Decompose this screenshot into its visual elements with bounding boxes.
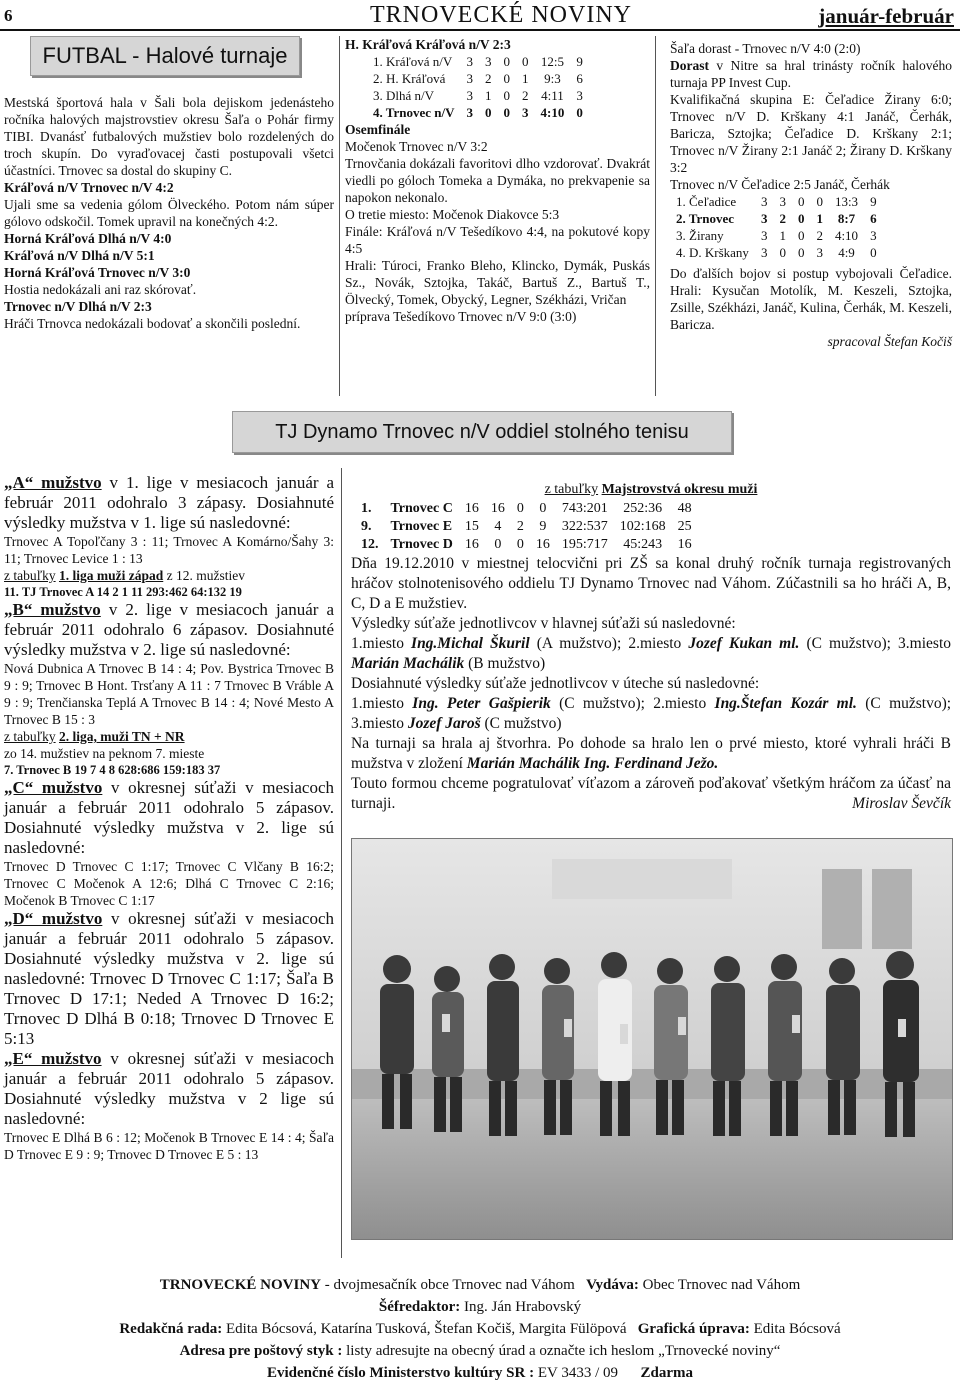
osemfinale-heading: Osemfinále: [345, 122, 411, 137]
team-d-label: „D“ mužstvo: [4, 909, 103, 928]
header-rule: [0, 29, 960, 31]
match-2: Horná Kráľová Dlhá n/V 4:0: [4, 231, 172, 246]
consolation-heading: Dosiahnuté výsledky súťaže jednotlivcov v úteche sú nasledovné:: [351, 675, 760, 692]
consolation-results: 1.miesto Ing. Peter Gašpierik (C mužstvo); 2.miesto Ing.Štefan Kozár ml. (C mužstvo); 3.miesto Jozef Jaroš (C mužstvo): [351, 695, 952, 732]
team-b-table-row: 7. Trnovec B 19 7 4 8 628:686 159:183 37: [4, 763, 221, 777]
column-divider: [339, 36, 340, 396]
dorast-intro: Dorast v Nitre sa hral trinásty ročník halového turnaja PP Invest Cup.: [670, 58, 952, 90]
team-photo: [351, 838, 953, 1240]
match-4-text: Hostia nedokázali ani raz skórovať.: [4, 282, 197, 297]
table-row: 1. Trnovec C 16 16 0 0 743:201 252:36 48: [361, 501, 692, 516]
team-a-results: Trnovec A Topoľčany 3 : 11; Trnovec A Komárno/Šahy 3: 11; Trnovec Levice 1 : 13: [4, 534, 334, 566]
preparation-match: príprava Tešedíkovo Trnovec n/V 9:0 (3:0): [345, 309, 577, 324]
sala-dorast: Šaľa dorast - Trnovec n/V 4:0 (2:0): [670, 41, 861, 56]
table-row: 3. Dlhá n/V 3 1 0 2 4:11 3: [373, 88, 583, 103]
team-a-table-caption: z tabuľky 1. liga muži západ z 12. mužstiev: [4, 568, 245, 583]
table-row: 9. Trnovec E 15 4 2 9 322:537 102:168 25: [361, 519, 692, 534]
futbal-intro: Mestská športová hala v Šali bola dejiskom jedenásteho ročníka halových majstrovstiev okresu Šaľa o Pohár firmy TIBI. Dvanásť futbalových mužstiev bolo rozdelených do troch skupín. Do vyraďovacej časti postupovali všetci účastníci. Trnovec sa dostal do skupiny C.: [4, 95, 334, 178]
team-b-table-caption: z tabuľky 2. liga, muži TN + NR: [4, 729, 185, 744]
table-row: 4. Trnovec n/V 3 0 0 3 4:10 0: [373, 105, 583, 120]
dorast-article: [670, 40, 952, 350]
team-b-table-note: zo 14. mužstiev na peknom 7. mieste: [4, 746, 205, 761]
final: Finále: Kráľová n/V Tešedíkovo 4:4, na pokutové kopy 4:5: [345, 224, 650, 256]
column-divider: [341, 468, 342, 1258]
futbal-continued: [345, 36, 650, 325]
team-b-intro: „B“ mužstvo v 2. lige v mesiacoch január a február 2011 odohralo 6 zápasov. Dosiahnuté výsledky mužstva v 2. lige sú nasledovné:: [4, 600, 335, 659]
article-author: spracoval Štefan Kočiš: [827, 334, 952, 349]
footer-line-3: Redakčná rada: Edita Bócsová, Katarína Tusková, Štefan Kočiš, Margita Fülöpová Grafická úprava: Edita Bócsová: [119, 1321, 841, 1337]
match-1: Kráľová n/V Trnovec n/V 4:2: [4, 180, 174, 195]
table-row: 2. Trnovec 3 2 0 1 8:7 6: [676, 211, 877, 226]
table-row: 2. H. Kráľová 3 2 0 1 9:3 6: [373, 71, 583, 86]
advancement-text: Do ďalších bojov si postup vybojovali Čeľadice. Hrali: Kysučan Motolík, M. Keszeli, Sztojka, Zsille, Székházi, Janáč, Kulina, Čerhák, M. Keszeli, Baricza.: [670, 266, 952, 332]
page-footer: [0, 1274, 960, 1384]
team-photo-image: [352, 839, 952, 1239]
table-row: 1. Kráľová n/V 3 3 0 0 12:5 9: [373, 54, 583, 69]
celadice-match: Trnovec n/V Čeľadice 2:5 Janáč, Čerhák: [670, 177, 890, 192]
table-tennis-title-bar: TJ Dynamo Trnovec n/V oddiel stolného tenisu: [232, 411, 732, 453]
team-b-results: Nová Dubnica A Trnovec B 14 : 4; Pov. Bystrica Trnovec B 9 : 9; Trnovec B Hont. Trsťany A 11 : 7 Trnovec B Vráble A 9 : 9; Trenčianska Teplá A Trnovec B 14 : 4; Nové Mesto A Trnovec B 15 : 3: [4, 661, 334, 727]
team-a-label: „A“ mužstvo: [4, 473, 102, 492]
team-e-results: Trnovec E Dlhá B 6 : 12; Močenok B Trnovec E 14 : 4; Šaľa D Trnovec E 9 : 9; Trnovec D Trnovec E 5 : 13: [4, 1130, 334, 1162]
article-author: Miroslav Ševčík: [852, 795, 951, 812]
teams-article: [4, 473, 334, 1163]
osemfinale-match: Močenok Trnovec n/V 3:2: [345, 139, 488, 154]
match-5: Trnovec n/V Dlhá n/V 2:3: [4, 299, 152, 314]
players: Hrali: Túroci, Franko Bleho, Klincko, Dymák, Puskás Sz., Novák, Sztojka, Takáč, Bartuš Z., Bartuš T., Ölvecký, Tomek, Obycký, Legner, Székházi, Vričan: [345, 258, 650, 307]
table-row: 12. Trnovec D 16 0 0 16 195:717 45:243 16: [361, 537, 692, 552]
district-table: [355, 500, 698, 554]
match-4: Horná Kráľová Trnovec n/V 3:0: [4, 265, 191, 280]
page-number: 6: [4, 6, 13, 25]
page-header: [0, 0, 960, 30]
team-e-intro: „E“ mužstvo v okresnej súťaži v mesiacoch január a február 2011 odohralo 5 zápasov. Dosiahnuté výsledky mužstva v 2 lige sú nasledovné:: [4, 1049, 334, 1128]
newspaper-title: TRNOVECKÉ NOVINY: [370, 2, 632, 28]
footer-line-4: Adresa pre poštový styk : listy adresujte na obecný úrad a označte ich heslom „Trnovecké noviny“: [179, 1343, 781, 1359]
footer-line-5: Evidenčné číslo Ministerstvo kultúry SR : EV 3433 / 09 Zdarma: [267, 1365, 693, 1381]
team-c-intro: „C“ mužstvo v okresnej súťaži v mesiacoch január a február 2011 odohralo 5 zápasov. Dosiahnuté výsledky mužstva v 2. lige sú nasledovné:: [4, 778, 334, 857]
closing-text: Touto formou chceme pogratulovať víťazom a zároveň poďakovať všetkým hráčom za účasť na turnaji. Miroslav Ševčík: [351, 775, 951, 812]
third-place: O tretie miesto: Močenok Diakovce 5:3: [345, 207, 560, 222]
team-e-label: „E“ mužstvo: [4, 1049, 102, 1068]
footer-line-2: Šéfredaktor: Ing. Ján Hrabovský: [378, 1299, 582, 1315]
table-row: 3. Žirany 3 1 0 2 4:10 3: [676, 228, 877, 243]
qualification-results: Kvalifikačná skupina E: Čeľadice Žirany 6:0; Trnovec n/V D. Krškany 4:1 Janáč, Čerhák, Baricza, Sztojka; Čeľadice D. Krškany 2:1; Trnovec n/V Žirany 2:1 Janáč 2; Žirany D. Krškany 3:2: [670, 92, 952, 175]
table-row: 1. Čeľadice 3 3 0 0 13:3 9: [676, 194, 877, 209]
match-3: Kráľová n/V Dlhá n/V 5:1: [4, 248, 155, 263]
group-c-table: [367, 53, 589, 121]
dorast-label: Dorast: [670, 58, 709, 73]
district-table-caption: z tabuľky Majstrovstvá okresu muži: [544, 482, 758, 497]
table-row: 4. D. Krškany 3 0 0 3 4:9 0: [676, 245, 877, 260]
futbal-article: [4, 94, 334, 332]
team-d-intro: „D“ mužstvo v okresnej súťaži v mesiacoch január a február 2011 odohralo 5 zápasov. Dosiahnuté výsledky mužstva v 2. lige sú nasledovné: Trnovec D Trnovec C 1:17; Šaľa B Trnovec D 17:1; Neded A Trnovec D 16:2; Trnovec D Dlhá B 0:18; Trnovec D Trnovec E 5:13: [4, 909, 334, 1048]
match-5-text: Hráči Trnovca nedokázali bodovať a skončili poslední.: [4, 316, 301, 331]
main-results: 1.miesto Ing.Michal Škuril (A mužstvo); 2.miesto Jozef Kukan ml. (C mužstvo); 3.miesto Marián Machálik (B mužstvo): [351, 635, 952, 672]
osemfinale-text: Trnovčania dokázali favoritovi dlho vzdorovať. Dvakrát viedli po góloch Tomeka a Dymáka, no prekvapenie sa napokon nekonalo.: [345, 156, 650, 205]
group-e-table: [670, 193, 883, 261]
team-b-label: „B“ mužstvo: [4, 600, 101, 619]
main-results-heading: Výsledky súťaže jednotlivcov v hlavnej súťaži sú nasledovné:: [351, 615, 736, 632]
team-c-label: „C“ mužstvo: [4, 778, 103, 797]
column-divider: [655, 36, 656, 396]
tournament-article: [351, 480, 951, 814]
team-a-intro: „A“ mužstvo v 1. lige v mesiacoch január a február 2011 odohralo 3 zápasy. Dosiahnuté výsledky mužstva v 1. lige sú nasledovné:: [4, 473, 335, 532]
match-1-text: Ujali sme sa vedenia gólom Ölveckého. Potom nám súper gólovo odskočil. Tomek upravil na konečných 4:2.: [4, 197, 334, 229]
team-c-results: Trnovec D Trnovec C 1:17; Trnovec C Vlčany B 16:2; Trnovec C Močenok A 12:6; Dlhá C Trnovec C 2:16; Močenok B Trnovec C 1:17: [4, 859, 334, 908]
team-a-table-row: 11. TJ Trnovec A 14 2 1 11 293:462 64:132 19: [4, 585, 242, 599]
h-match: H. Kráľová Kráľová n/V 2:3: [345, 37, 511, 52]
tournament-intro: Dňa 19.12.2010 v miestnej telocvični pri ZŠ sa konal druhý ročník turnaja registrovaných hráčov stolnotenisového oddielu TJ Dynamo Trnovec nad Váhom. Zúčastnili sa ho hráči A, B, C, D a E mužstiev.: [351, 555, 951, 612]
doubles-text: Na turnaji sa hrala aj štvorhra. Po dohode sa hralo len o prvé miesto, ktoré vyhrali hráči B mužstva v zložení Marián Machálik Ing. Ferdinand Ježo.: [351, 735, 951, 772]
futbal-title-box: FUTBAL - Halové turnaje: [30, 36, 300, 76]
issue-date: január-február: [818, 4, 954, 28]
footer-line-1: TRNOVECKÉ NOVINY - dvojmesačník obce Trnovec nad Váhom Vydáva: Obec Trnovec nad Váhom: [159, 1277, 801, 1293]
